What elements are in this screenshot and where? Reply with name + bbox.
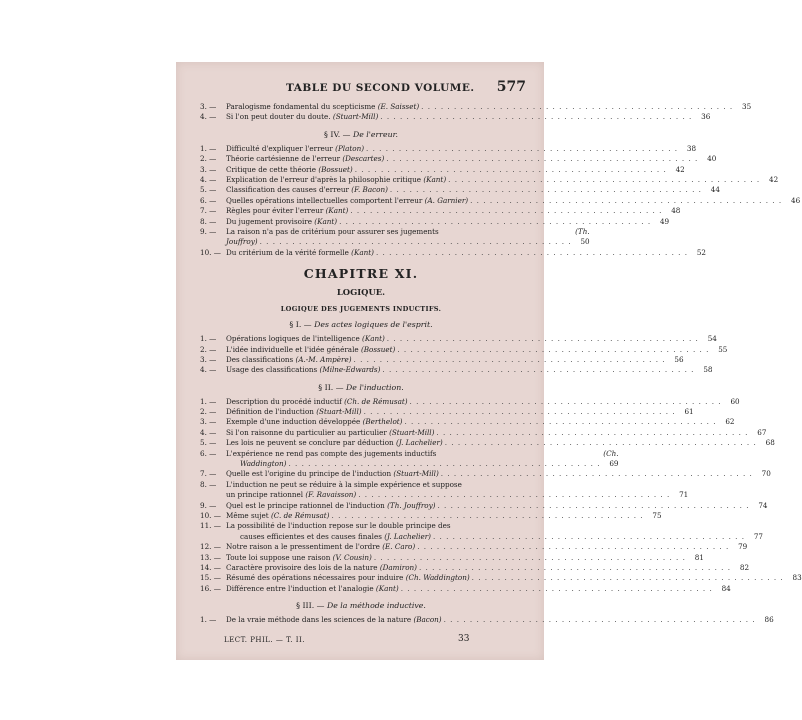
entry-text: Si l'on peut douter du doute.: [226, 112, 331, 122]
table-of-contents: [200, 102, 802, 626]
entry-author: (E. Caro): [382, 542, 416, 552]
entry-page: 36: [701, 112, 711, 122]
entry-title: [226, 102, 419, 112]
chapter-title: CHAPITRE XI.: [303, 266, 419, 282]
entry-text: Définition de l'induction: [226, 407, 314, 417]
entry-group-ii-b: [200, 500, 768, 522]
toc-entry: [200, 102, 752, 112]
entry-author: (Kant): [375, 583, 399, 593]
entry-text: Caractère provisoire des lois de la nature: [226, 563, 378, 573]
entry-number: 2. —: [200, 154, 217, 164]
entry-number: 4. —: [200, 427, 217, 437]
entry-page: 48: [671, 206, 681, 216]
entry-page: 55: [718, 344, 728, 354]
entry-title: [226, 563, 417, 573]
entry-group-top: [200, 102, 752, 123]
entry-title: [226, 154, 384, 164]
footer-volume-label: LECT. PHIL. — T. II.: [224, 636, 305, 644]
entry-author: (Kant): [362, 334, 385, 344]
toc-entry: [200, 365, 713, 375]
entry-text: Quelle est l'origine du principe de l'induction: [226, 469, 392, 479]
entry-page: 60: [730, 396, 740, 406]
entry-author: (Ch.: [603, 448, 619, 458]
section-heading-iii: [200, 601, 522, 610]
entry-author: (Berthelot): [362, 417, 403, 427]
leader-dots: [366, 144, 678, 154]
leader-dots: [397, 345, 709, 355]
leader-dots: [288, 459, 600, 469]
toc-entry: [200, 154, 717, 164]
entry-author: (F. Bacon): [351, 185, 388, 195]
book-page: [176, 62, 802, 660]
entry-number: 13. —: [200, 552, 221, 562]
entry-page: 77: [753, 531, 764, 541]
entry-group-iii: [200, 615, 774, 625]
entry-text: La raison n'a pas de critérium pour assurer ses jugements: [226, 226, 439, 236]
section-title: De l'induction.: [346, 382, 404, 392]
toc-entry: [200, 195, 801, 206]
entry-number: 8. —: [200, 479, 217, 489]
leader-dots: [354, 355, 666, 365]
entry-number: 11. —: [200, 521, 221, 531]
entry-author: (Kant): [423, 174, 447, 184]
toc-entry: [200, 206, 681, 216]
entry-author: (Stuart-Mill): [332, 112, 379, 122]
entry-number: 9. —: [200, 226, 217, 236]
leader-dots: [417, 542, 729, 552]
leader-dots: [436, 428, 748, 438]
leader-dots: [332, 511, 644, 521]
entry-author: (Kant): [351, 247, 374, 257]
entry-title: [226, 438, 443, 448]
entry-title: [226, 511, 330, 521]
toc-entry: [200, 438, 775, 448]
leader-dots: [437, 501, 749, 511]
toc-entry-ii-8: [200, 479, 689, 501]
leader-dots: [374, 553, 686, 563]
entry-author: (Descartes): [342, 154, 385, 164]
page-number: 577: [496, 79, 526, 95]
leader-dots: [355, 165, 667, 175]
entry-author: (Damiron): [379, 563, 417, 573]
section-title: De l'erreur.: [352, 129, 398, 139]
toc-entry: [200, 112, 711, 122]
toc-entry: [200, 396, 740, 407]
section-prefix: § I. —: [289, 320, 312, 330]
leader-dots: [433, 532, 745, 542]
entry-text: Critique de cette théorie: [226, 164, 317, 174]
entry-title: [226, 553, 372, 563]
toc-entry: [200, 511, 662, 521]
toc-entry: [200, 417, 735, 427]
entry-text: Du jugement provisoire: [226, 216, 312, 226]
entry-number: 2. —: [200, 407, 217, 417]
entry-number: 3. —: [200, 102, 217, 111]
entry-number: 3. —: [200, 417, 217, 427]
section-prefix: § IV. —: [323, 129, 351, 139]
entry-author: (Kant): [314, 216, 338, 226]
entry-title: [226, 112, 378, 122]
entry-text: Description du procédé inductif: [226, 396, 342, 406]
entry-title: [226, 175, 446, 185]
entry-author: (Stuart-Mill): [389, 427, 435, 437]
leader-dots: [472, 573, 784, 583]
entry-page: 74: [758, 500, 768, 510]
section-prefix: § III. —: [296, 601, 325, 611]
entry-page: 50: [580, 237, 590, 247]
entry-author: (C. de Rémusat): [270, 511, 330, 521]
entry-author: (A. Garnier): [424, 195, 469, 205]
leader-dots: [470, 196, 782, 206]
toc-entry: [200, 174, 779, 185]
section-prefix: § II. —: [318, 382, 344, 392]
entry-title: [226, 365, 380, 375]
leader-dots: [448, 175, 760, 185]
entry-text: La possibilité de l'induction repose sur le double principe des: [226, 521, 451, 531]
entry-title: [226, 469, 439, 479]
entry-page: 58: [703, 365, 713, 375]
entry-page: 52: [696, 247, 706, 257]
entry-title: [226, 397, 408, 407]
leader-dots: [358, 490, 670, 500]
entry-author-cont: Jouffroy): [226, 237, 258, 247]
entry-author: (Th. Jouffroy): [387, 500, 436, 510]
toc-entry-ii-11: [200, 521, 764, 542]
section-title: De la méthode inductive.: [326, 601, 426, 611]
entry-number: 3. —: [200, 164, 217, 174]
entry-title: [226, 615, 442, 625]
entry-number: 4. —: [200, 174, 217, 184]
entry-author: (Bossuet): [318, 164, 353, 174]
entry-author: (Ch. Waddington): [405, 573, 470, 583]
leader-dots: [390, 185, 702, 195]
entry-page: 38: [686, 143, 697, 153]
entry-text: Explication de l'erreur d'après la philosophie critique: [226, 174, 422, 184]
entry-number: 10. —: [200, 511, 221, 521]
toc-entry: [200, 344, 728, 355]
entry-page: 75: [652, 511, 662, 521]
entry-page: 62: [725, 417, 735, 427]
leader-dots: [380, 112, 692, 122]
entry-text: Toute loi suppose une raison: [226, 552, 331, 562]
leader-dots: [350, 206, 662, 216]
entry-title: [226, 428, 434, 438]
entry-number: 4. —: [200, 365, 217, 375]
entry-author: (Th.: [575, 226, 590, 236]
entry-page: 40: [707, 154, 717, 164]
entry-author: (Bacon): [413, 615, 442, 625]
entry-text: Différence entre l'induction et l'analogie: [226, 583, 374, 593]
entry-text: Les lois ne peuvent se conclure par déduction: [226, 438, 394, 448]
entry-title: [226, 248, 374, 258]
entry-page: 84: [721, 583, 731, 593]
entry-number: 9. —: [200, 500, 217, 510]
toc-entry: [200, 164, 685, 175]
toc-entry: [200, 354, 684, 365]
toc-entry: [200, 143, 697, 154]
entry-text: L'idée individuelle et l'idée générale: [226, 344, 359, 354]
entry-author: (F. Ravaisson): [305, 490, 357, 500]
entry-number: 2. —: [200, 344, 217, 354]
entry-page: 82: [739, 563, 750, 573]
entry-page: 35: [742, 102, 752, 111]
entry-author: (Milne-Edwards): [319, 365, 381, 375]
entry-group-ii-a: [200, 396, 775, 449]
entry-title: [226, 584, 399, 594]
entry-text: Exemple d'une induction développée: [226, 417, 361, 427]
leader-dots: [387, 334, 699, 344]
page-header: [198, 80, 526, 96]
toc-entry: [200, 563, 750, 573]
entry-number: 1. —: [200, 334, 217, 344]
entry-author: (Stuart-Mill): [316, 407, 362, 417]
entry-text: Notre raison a le pressentiment de l'ordre: [226, 542, 380, 552]
entry-text: Usage des classifications: [226, 365, 318, 375]
entry-title: [226, 206, 348, 216]
entry-page: 54: [707, 334, 717, 344]
entry-page: 56: [674, 354, 684, 364]
toc-entry: [200, 500, 768, 511]
leader-dots: [441, 469, 753, 479]
entry-author: (V. Cousin): [332, 552, 372, 562]
entry-number: 15. —: [200, 573, 221, 583]
leader-dots: [419, 563, 731, 573]
toc-entry: [200, 469, 771, 479]
entry-number: 4. —: [200, 112, 217, 122]
entry-author: (Ch. de Rémusat): [344, 396, 408, 406]
entry-number: 3. —: [200, 354, 217, 364]
entry-text: Règles pour éviter l'erreur: [226, 206, 324, 216]
entry-text: L'induction ne peut se réduire à la simple expérience et suppose: [226, 479, 462, 489]
entry-number: 6. —: [200, 195, 217, 205]
entry-author: (J. Lachelier): [395, 438, 443, 448]
toc-entry: [200, 185, 720, 195]
toc-entry: [200, 334, 717, 344]
entry-text: Théorie cartésienne de l'erreur: [226, 154, 341, 164]
entry-number: 6. —: [200, 448, 217, 458]
entry-author: (Kant): [325, 206, 349, 216]
toc-entry: [200, 542, 748, 552]
toc-entry: [200, 407, 694, 417]
entry-text: L'expérience ne rend pas compte des jugements inductifs: [226, 448, 437, 458]
entry-author: (Bossuet): [360, 344, 396, 354]
leader-dots: [339, 217, 651, 227]
entry-text: Des classifications: [226, 354, 294, 364]
leader-dots: [364, 407, 676, 417]
toc-entry: [200, 427, 767, 438]
entry-number: 10. —: [200, 247, 221, 257]
entry-title: [226, 501, 435, 511]
entry-text: Paralogisme fondamental du scepticisme: [226, 102, 376, 111]
entry-author: (E. Saisset): [377, 102, 420, 111]
entry-page: 46: [791, 195, 801, 205]
entry-number: 7. —: [200, 469, 217, 479]
entry-text-cont: causes efficientes et des causes finales: [240, 531, 382, 541]
chapter-subtitle: LOGIQUE DES JUGEMENTS INDUCTIFS.: [280, 305, 442, 314]
entry-page: 67: [757, 427, 767, 437]
entry-text: Difficulté d'expliquer l'erreur: [226, 143, 333, 153]
entry-number: 1. —: [200, 143, 217, 153]
entry-page: 86: [764, 615, 774, 625]
toc-entry-iv-9: [200, 226, 590, 248]
entry-page: 44: [710, 185, 720, 195]
entry-text: Quelles opérations intellectuelles comportent l'erreur: [226, 195, 423, 205]
leader-dots: [445, 438, 757, 448]
entry-title: [226, 334, 385, 344]
entry-number: 5. —: [200, 438, 217, 448]
leader-dots: [260, 237, 572, 247]
entry-page: 83: [792, 573, 802, 583]
entry-author-cont: Waddington): [240, 459, 287, 469]
toc-entry: [200, 247, 706, 258]
entry-number: 7. —: [200, 206, 217, 216]
entry-author: (Stuart-Mill): [393, 469, 439, 479]
entry-author: (A.-M. Ampère): [295, 354, 352, 364]
entry-number: 8. —: [200, 216, 217, 226]
section-heading-i: [200, 320, 522, 329]
entry-text: Classification des causes d'erreur: [226, 185, 349, 195]
entry-title: [226, 355, 352, 365]
entry-group-iv-10: [200, 247, 706, 258]
entry-page: 61: [684, 407, 694, 417]
entry-group-i: [200, 334, 728, 376]
entry-page: 68: [765, 438, 775, 448]
entry-group-iv: [200, 143, 801, 227]
entry-title: [226, 196, 468, 206]
signature-mark: 33: [458, 634, 470, 644]
entry-page: 81: [694, 552, 704, 562]
entry-number: 1. —: [200, 396, 217, 406]
entry-title: [226, 217, 337, 227]
leader-dots: [401, 584, 713, 594]
entry-title: [226, 345, 395, 355]
leader-dots: [421, 102, 733, 112]
toc-entry: [200, 615, 774, 625]
entry-number: 14. —: [200, 563, 221, 573]
entry-text: Du critérium de la vérité formelle: [226, 247, 349, 257]
entry-title: [226, 165, 353, 175]
entry-title: [226, 144, 364, 154]
entry-title: [226, 573, 470, 583]
entry-author: (Platon): [335, 143, 365, 153]
leader-dots: [404, 417, 716, 427]
toc-entry: [200, 583, 731, 594]
entry-text: Quel est le principe rationnel de l'induction: [226, 500, 385, 510]
entry-title: [226, 407, 362, 417]
entry-title: [226, 185, 388, 195]
entry-group-ii-c: [200, 542, 802, 594]
toc-entry-ii-6: [200, 448, 619, 470]
entry-number: 1. —: [200, 615, 217, 625]
running-title: TABLE DU SECOND VOLUME.: [286, 82, 475, 94]
section-title: Des actes logiques de l'esprit.: [314, 320, 433, 330]
entry-text: Opérations logiques de l'intelligence: [226, 334, 360, 344]
entry-text-cont: un principe rationnel: [226, 490, 304, 500]
entry-number: 16. —: [200, 583, 221, 593]
toc-entry: [200, 216, 670, 227]
entry-page: 70: [761, 469, 771, 479]
entry-text: De la vraie méthode dans les sciences de la nature: [226, 615, 412, 625]
toc-entry: [200, 573, 802, 583]
entry-page: 49: [659, 216, 670, 226]
section-heading-iv: [200, 130, 522, 139]
entry-group-ii-7: [200, 469, 771, 479]
page-footer: [224, 634, 494, 648]
entry-page: 79: [738, 542, 748, 552]
chapter-subject: LOGIQUE.: [336, 287, 386, 298]
leader-dots: [386, 154, 698, 164]
entry-page: 42: [769, 174, 779, 184]
entry-title: [226, 417, 402, 427]
toc-entry: [200, 552, 704, 563]
entry-number: 12. —: [200, 542, 221, 552]
section-heading-ii: [200, 383, 522, 392]
entry-title: [226, 542, 415, 552]
leader-dots: [382, 365, 694, 375]
entry-page: 42: [675, 164, 685, 174]
entry-page: 71: [679, 490, 689, 500]
leader-dots: [444, 615, 756, 625]
leader-dots: [376, 248, 688, 258]
leader-dots: [410, 397, 722, 407]
entry-text: Résumé des opérations nécessaires pour induire: [226, 573, 404, 583]
entry-text: Même sujet: [226, 511, 269, 521]
entry-number: 5. —: [200, 185, 217, 195]
entry-author: (J. Lachelier): [384, 531, 431, 541]
entry-page: 69: [609, 459, 619, 469]
entry-text: Si l'on raisonne du particulier au particulier: [226, 427, 387, 437]
